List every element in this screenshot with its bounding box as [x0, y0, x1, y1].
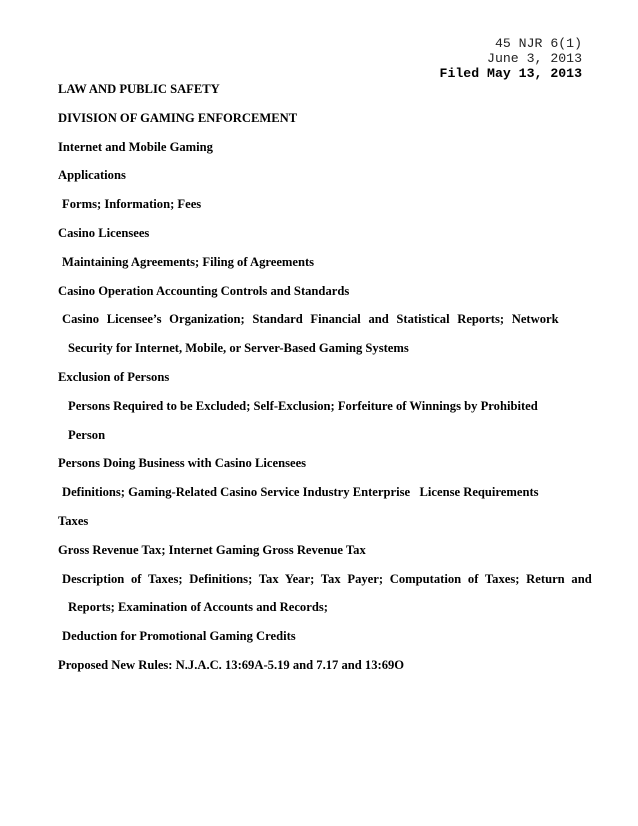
subtopic-organization: Casino Licensee’s Organization; Standard Financial and Statistical Reports; Network [62, 312, 559, 327]
subtopic-definitions: Definitions; Gaming-Related Casino Service Industry Enterprise License Requirements [62, 485, 539, 500]
subtopic-agreements: Maintaining Agreements; Filing of Agreements [62, 254, 315, 269]
subtopic-excluded-persons-cont: Person [68, 427, 106, 442]
document-header [440, 36, 582, 81]
topic-gross-revenue-tax: Gross Revenue Tax; Internet Gaming Gross Revenue Tax [58, 542, 366, 557]
subtopic-tax-description-cont: Reports; Examination of Accounts and Records; [68, 600, 328, 615]
topic-accounting-controls: Casino Operation Accounting Controls and Standards [58, 283, 350, 298]
topic-business-persons: Persons Doing Business with Casino Licensees [58, 456, 307, 471]
subject-heading: Internet and Mobile Gaming [58, 139, 213, 154]
subtopic-tax-description: Description of Taxes; Definitions; Tax Year; Tax Payer; Computation of Taxes; Return and [62, 571, 592, 586]
topic-taxes: Taxes [58, 513, 89, 528]
filed-date: Filed May 13, 2013 [439, 66, 582, 81]
publication-date: June 3, 2013 [487, 51, 582, 66]
division-heading: DIVISION OF GAMING ENFORCEMENT [58, 110, 298, 125]
subtopic-promotional-credits: Deduction for Promotional Gaming Credits [62, 629, 296, 644]
department-heading: LAW AND PUBLIC SAFETY [58, 82, 220, 96]
subtopic-organization-cont: Security for Internet, Mobile, or Server-Based Gaming Systems [68, 341, 409, 356]
topic-casino-licensees: Casino Licensees [58, 225, 150, 240]
issue-reference: 45 NJR 6(1) [494, 36, 582, 51]
topic-applications: Applications [58, 168, 126, 183]
document-body [58, 80, 592, 685]
proposed-rules: Proposed New Rules: N.J.A.C. 13:69A-5.19 and 7.17 and 13:69O [58, 657, 405, 672]
subtopic-forms: Forms; Information; Fees [62, 197, 202, 212]
subtopic-excluded-persons: Persons Required to be Excluded; Self-Exclusion; Forfeiture of Winnings by Prohibited [68, 398, 538, 413]
topic-exclusion: Exclusion of Persons [58, 369, 170, 384]
